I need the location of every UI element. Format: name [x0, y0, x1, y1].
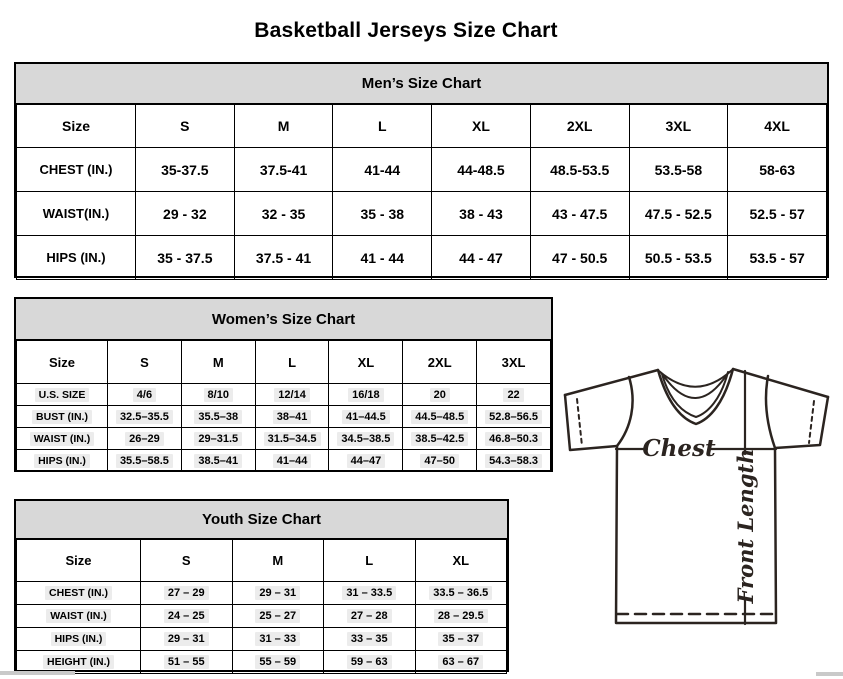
table-cell: 44-48.5 [432, 148, 531, 192]
table-row [17, 236, 827, 280]
table-cell: 35 - 38 [333, 192, 432, 236]
table-cell [477, 384, 551, 406]
table-cell: 50.5 - 53.5 [629, 236, 728, 280]
row-label: CHEST (IN.) [17, 148, 136, 192]
table-cell [108, 406, 182, 428]
table-cell [415, 605, 507, 628]
table-cell [415, 651, 507, 674]
table-cell [324, 605, 416, 628]
table-cell [329, 384, 403, 406]
table-cell [108, 450, 182, 472]
row-label [17, 628, 141, 651]
jersey-collar-inner-v [662, 372, 728, 417]
table-cell [108, 384, 182, 406]
cell-text: WAIST (IN.) [30, 432, 95, 446]
cell-text: 20 [430, 388, 450, 402]
cell-text: WAIST (IN.) [46, 609, 111, 623]
size-header-row [17, 540, 507, 582]
cell-text: 33 – 35 [347, 632, 392, 646]
table-cell: 47 - 50.5 [530, 236, 629, 280]
table-cell [232, 582, 324, 605]
table-row [17, 605, 507, 628]
cell-text: 27 – 29 [164, 586, 209, 600]
cell-text: HIPS (IN.) [51, 632, 107, 646]
column-header: XL [432, 105, 531, 148]
jersey-collar-back-arc-2 [663, 373, 728, 398]
table-cell [181, 450, 255, 472]
table-cell [141, 605, 233, 628]
table-cell [141, 651, 233, 674]
cell-text: 46.8–50.3 [485, 432, 542, 446]
table-row [17, 192, 827, 236]
table-cell [477, 428, 551, 450]
womens-chart-header: Women’s Size Chart [16, 299, 551, 340]
column-header: L [333, 105, 432, 148]
cell-text: 29 – 31 [255, 586, 300, 600]
table-cell [255, 428, 329, 450]
jersey-armhole-left [617, 377, 633, 446]
table-cell [255, 406, 329, 428]
table-cell: 32 - 35 [234, 192, 333, 236]
column-header: M [234, 105, 333, 148]
table-cell: 47.5 - 52.5 [629, 192, 728, 236]
row-label: HIPS (IN.) [17, 236, 136, 280]
table-cell: 48.5-53.5 [530, 148, 629, 192]
table-cell [403, 450, 477, 472]
table-cell: 35 - 37.5 [136, 236, 235, 280]
cell-text: 33.5 – 36.5 [429, 586, 492, 600]
cell-text: 12/14 [274, 388, 310, 402]
cell-text: 35 – 37 [438, 632, 483, 646]
table-cell: 41-44 [333, 148, 432, 192]
cell-text: 28 – 29.5 [434, 609, 488, 623]
table-cell: 44 - 47 [432, 236, 531, 280]
cell-text: HEIGHT (IN.) [43, 655, 114, 669]
table-row [17, 384, 551, 406]
size-header-row [17, 341, 551, 384]
cell-text: 63 – 67 [438, 655, 483, 669]
cell-text: U.S. SIZE [35, 388, 90, 402]
column-header: XL [415, 540, 507, 582]
column-header: Size [17, 341, 108, 384]
cell-text: 47–50 [420, 454, 459, 468]
youth-chart-header: Youth Size Chart [16, 501, 507, 539]
table-cell: 41 - 44 [333, 236, 432, 280]
table-row [17, 651, 507, 674]
table-row [17, 428, 551, 450]
table-cell [255, 384, 329, 406]
cell-text: 29–31.5 [194, 432, 242, 446]
table-cell [324, 651, 416, 674]
table-cell [403, 406, 477, 428]
column-header: M [181, 341, 255, 384]
womens-size-chart [14, 297, 553, 472]
row-label [17, 406, 108, 428]
row-label [17, 450, 108, 472]
column-header: S [136, 105, 235, 148]
column-header: 3XL [477, 341, 551, 384]
cell-text: 4/6 [133, 388, 156, 402]
table-cell [108, 428, 182, 450]
cell-text: 54.3–58.3 [485, 454, 542, 468]
cell-text: 22 [503, 388, 523, 402]
column-header: 3XL [629, 105, 728, 148]
table-cell [232, 605, 324, 628]
cell-text: 35.5–38 [194, 410, 242, 424]
cell-text: 16/18 [348, 388, 384, 402]
column-header: S [141, 540, 233, 582]
table-cell: 35-37.5 [136, 148, 235, 192]
table-cell [141, 628, 233, 651]
jersey-cuff-dash-right [809, 401, 814, 443]
table-cell [232, 651, 324, 674]
row-label [17, 605, 141, 628]
womens-size-table [16, 340, 551, 472]
cell-text: 41–44.5 [342, 410, 390, 424]
jersey-shoulder-right [733, 369, 828, 397]
table-cell [141, 582, 233, 605]
column-header: S [108, 341, 182, 384]
column-header: L [324, 540, 416, 582]
cell-text: 55 – 59 [255, 655, 300, 669]
jersey-cuff-dash-left [577, 399, 582, 446]
horizontal-scrollbar-fragment-right[interactable] [816, 672, 843, 676]
table-row [17, 582, 507, 605]
chest-label: Chest [642, 435, 716, 462]
cell-text: 34.5–38.5 [337, 432, 394, 446]
table-cell [324, 582, 416, 605]
cell-text: 44–47 [347, 454, 386, 468]
horizontal-scrollbar-fragment-left[interactable] [0, 671, 75, 675]
table-cell [181, 384, 255, 406]
cell-text: 51 – 55 [164, 655, 209, 669]
cell-text: 38.5–42.5 [411, 432, 468, 446]
table-cell [329, 406, 403, 428]
cell-text: BUST (IN.) [32, 410, 92, 424]
cell-text: 35.5–58.5 [116, 454, 173, 468]
cell-text: 32.5–35.5 [116, 410, 173, 424]
jersey-armhole-right [766, 376, 775, 448]
jersey-sleeve-right [775, 397, 828, 448]
column-header: Size [17, 540, 141, 582]
cell-text: 8/10 [204, 388, 233, 402]
mens-size-table [16, 104, 827, 280]
front-length-label: Front Length [733, 448, 758, 604]
table-cell [181, 428, 255, 450]
table-cell [477, 406, 551, 428]
size-header-row [17, 105, 827, 148]
cell-text: 31 – 33.5 [342, 586, 396, 600]
row-label [17, 582, 141, 605]
table-cell [403, 428, 477, 450]
cell-text: 38.5–41 [194, 454, 242, 468]
jersey-shoulder-left [565, 370, 658, 395]
table-cell [415, 628, 507, 651]
jersey-measurement-diagram [556, 358, 838, 626]
cell-text: 29 – 31 [164, 632, 209, 646]
cell-text: 31.5–34.5 [264, 432, 321, 446]
cell-text: 41–44 [273, 454, 312, 468]
table-row [17, 628, 507, 651]
table-cell [181, 406, 255, 428]
cell-text: 24 – 25 [164, 609, 209, 623]
table-cell: 38 - 43 [432, 192, 531, 236]
table-row [17, 148, 827, 192]
row-label [17, 428, 108, 450]
page-title: Basketball Jerseys Size Chart [254, 19, 558, 43]
table-cell [255, 450, 329, 472]
column-header: M [232, 540, 324, 582]
table-cell [324, 628, 416, 651]
table-cell: 52.5 - 57 [728, 192, 827, 236]
mens-size-chart [14, 62, 829, 278]
column-header: Size [17, 105, 136, 148]
table-cell: 37.5-41 [234, 148, 333, 192]
column-header: 2XL [403, 341, 477, 384]
row-label [17, 384, 108, 406]
youth-size-table [16, 539, 507, 674]
table-cell: 58-63 [728, 148, 827, 192]
table-cell: 37.5 - 41 [234, 236, 333, 280]
column-header: L [255, 341, 329, 384]
cell-text: 31 – 33 [255, 632, 300, 646]
column-header: XL [329, 341, 403, 384]
cell-text: 38–41 [273, 410, 312, 424]
cell-text: HIPS (IN.) [34, 454, 90, 468]
jersey-sleeve-left [565, 395, 617, 450]
cell-text: 52.8–56.5 [485, 410, 542, 424]
cell-text: 27 – 28 [347, 609, 392, 623]
cell-text: 59 – 63 [347, 655, 392, 669]
column-header: 4XL [728, 105, 827, 148]
cell-text: 26–29 [125, 432, 164, 446]
table-cell [329, 428, 403, 450]
table-cell [403, 384, 477, 406]
mens-chart-header: Men’s Size Chart [16, 64, 827, 104]
youth-size-chart [14, 499, 509, 672]
table-cell: 29 - 32 [136, 192, 235, 236]
table-cell: 43 - 47.5 [530, 192, 629, 236]
row-label: WAIST(IN.) [17, 192, 136, 236]
table-cell: 53.5-58 [629, 148, 728, 192]
column-header: 2XL [530, 105, 629, 148]
table-row [17, 450, 551, 472]
table-cell [329, 450, 403, 472]
table-cell [415, 582, 507, 605]
table-cell [477, 450, 551, 472]
cell-text: 44.5–48.5 [411, 410, 468, 424]
table-row [17, 406, 551, 428]
cell-text: 25 – 27 [255, 609, 300, 623]
table-cell [232, 628, 324, 651]
table-cell: 53.5 - 57 [728, 236, 827, 280]
cell-text: CHEST (IN.) [45, 586, 112, 600]
